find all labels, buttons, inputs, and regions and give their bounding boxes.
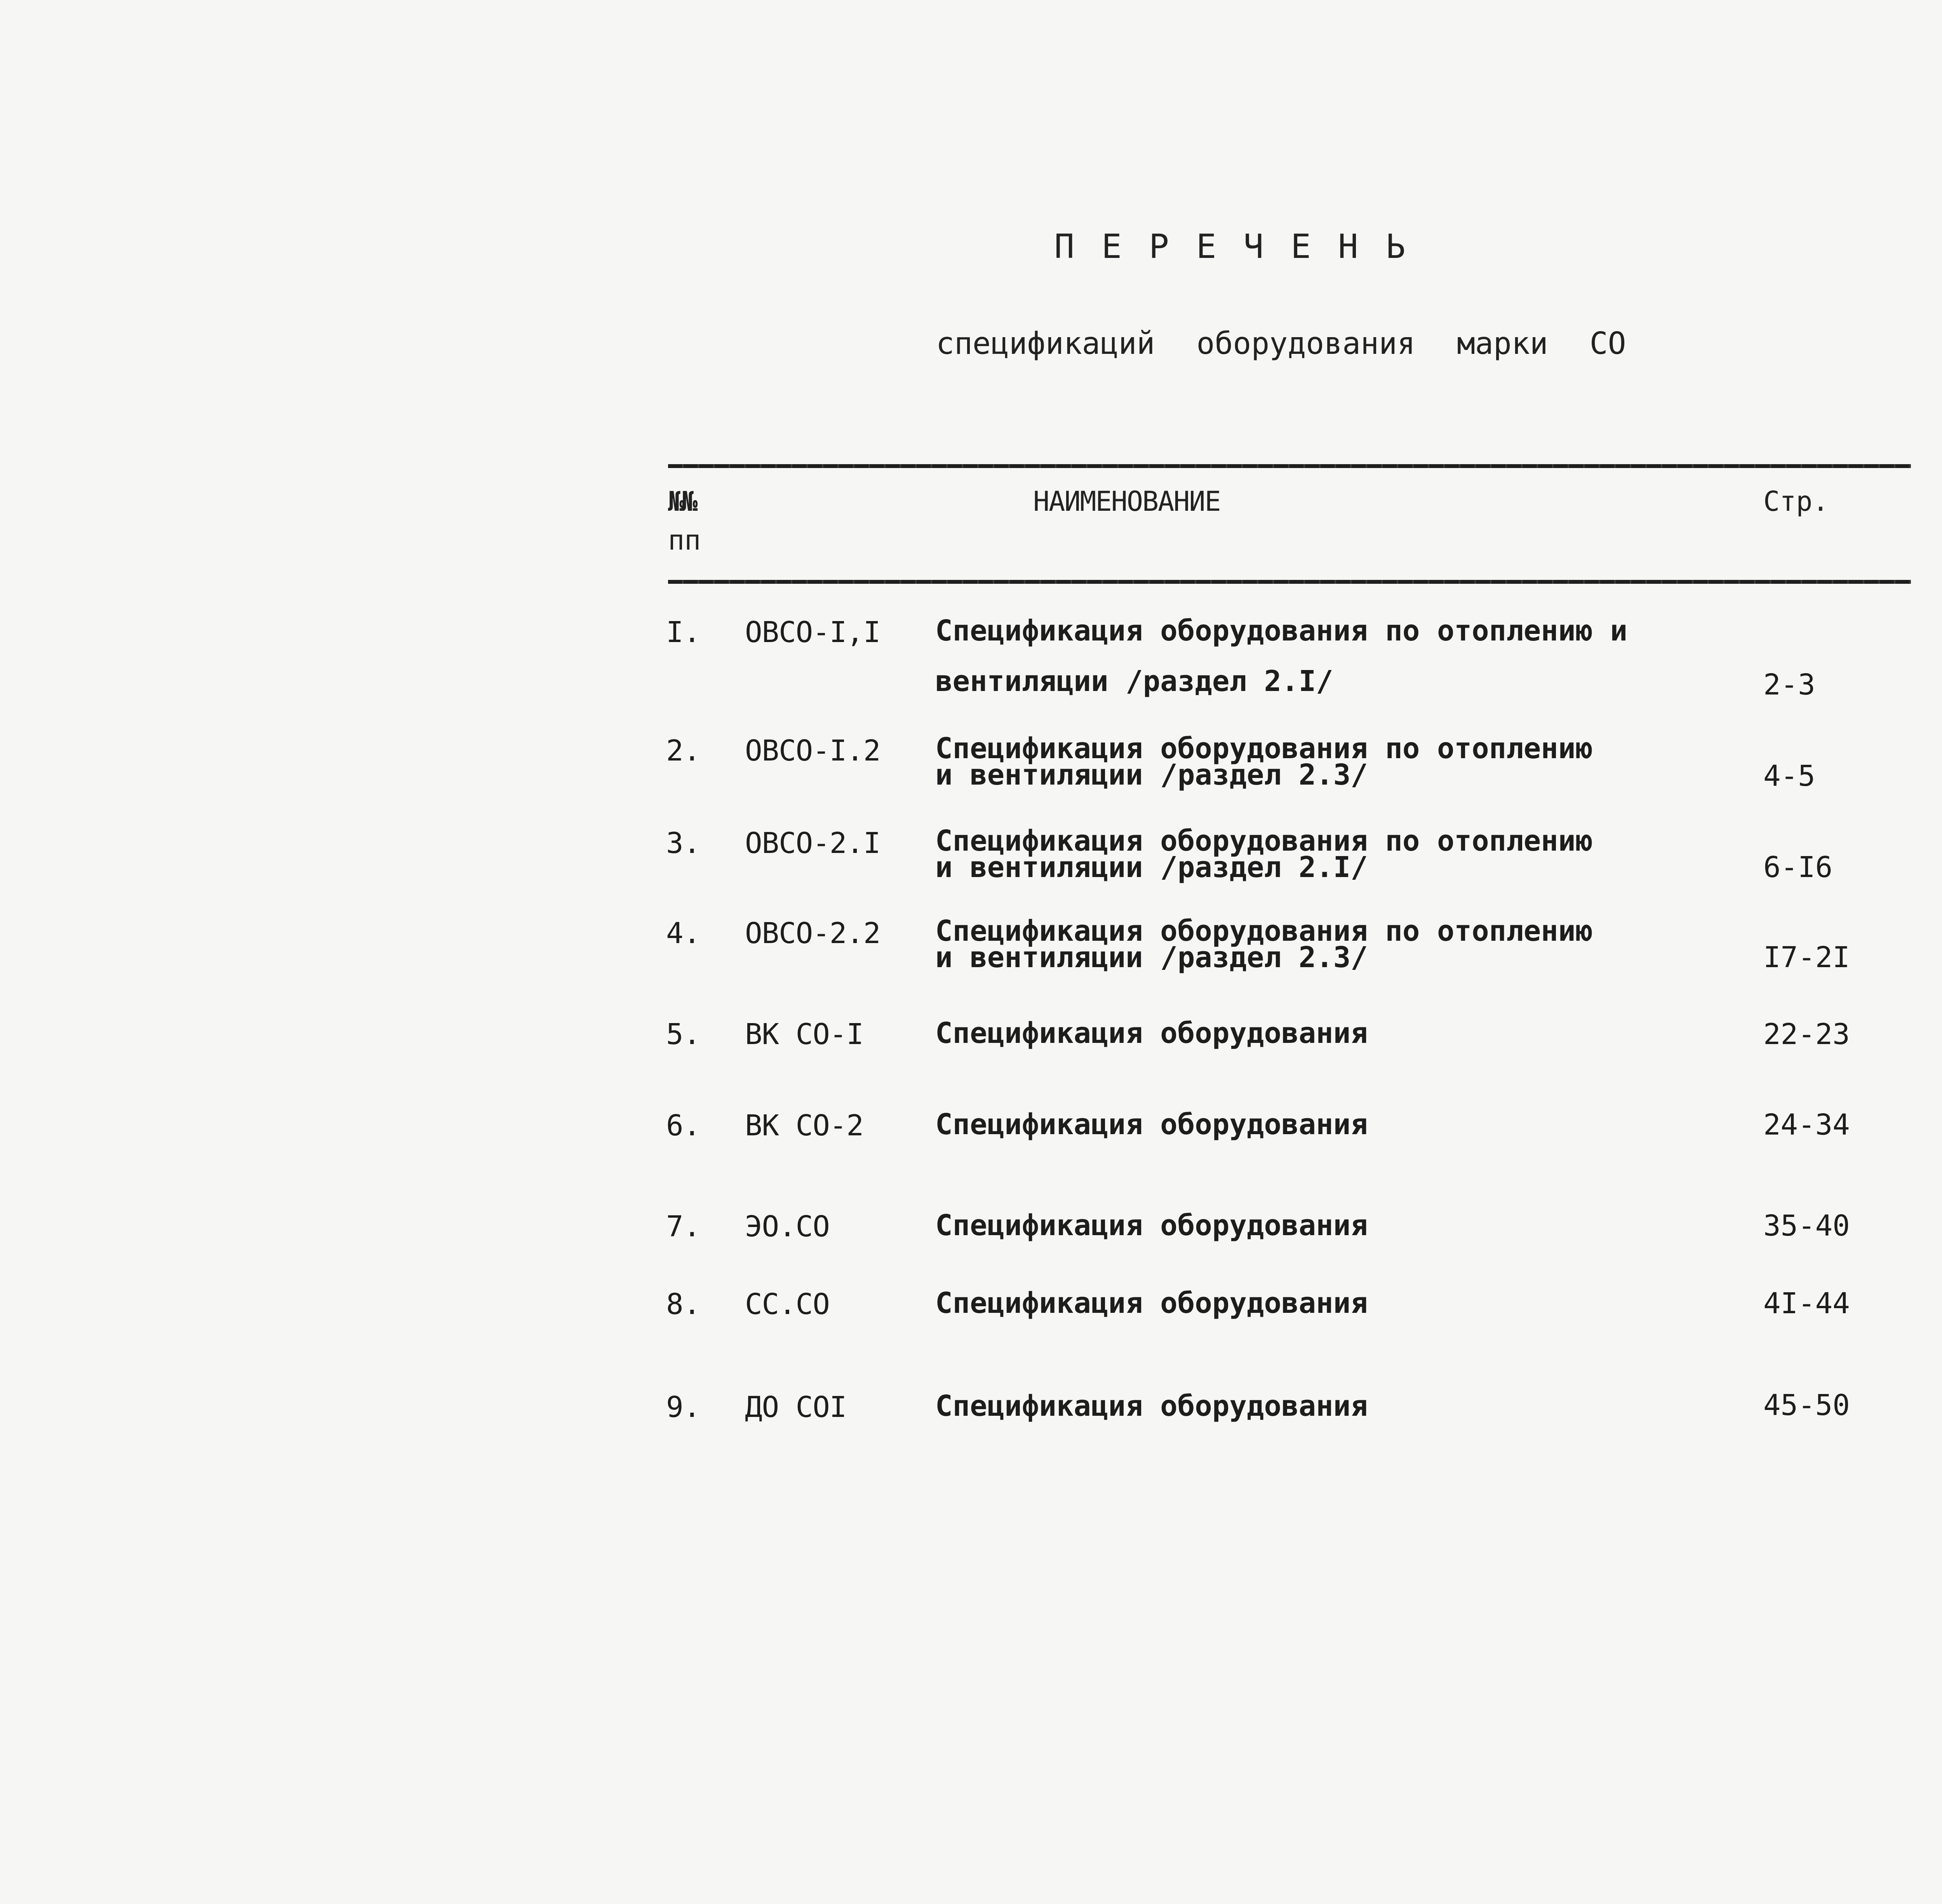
header-number: №№ — [668, 486, 695, 517]
row-number: 3. — [666, 827, 701, 860]
row-description: Спецификация оборудования по отоплению — [935, 824, 1593, 858]
row-description: Спецификация оборудования — [935, 1286, 1368, 1320]
row-number: 6. — [666, 1109, 701, 1142]
header-number-sub: пп — [668, 524, 701, 556]
row-description: Спецификация оборудования — [935, 1016, 1368, 1050]
row-description-line2: вентиляции /раздел 2.I/ — [935, 665, 1333, 698]
row-description: Спецификация оборудования по отоплению и — [935, 614, 1628, 647]
row-pages: 2-3 — [1763, 668, 1815, 701]
row-pages: 4I-44 — [1763, 1287, 1850, 1320]
row-code: ОВСО-I.2 — [745, 734, 881, 768]
row-description-line2: и вентиляции /раздел 2.I/ — [935, 851, 1368, 884]
row-code: ЭО.СО — [745, 1210, 830, 1243]
row-code: ДО СОI — [745, 1391, 847, 1424]
row-description: Спецификация оборудования — [935, 1209, 1368, 1242]
row-pages: 45-50 — [1763, 1389, 1850, 1422]
row-number: 5. — [666, 1018, 701, 1051]
document-subtitle: спецификаций оборудования марки СО — [936, 326, 1626, 361]
row-number: 9. — [666, 1391, 701, 1424]
table-top-rule — [668, 464, 1911, 468]
row-description-line2: и вентиляции /раздел 2.3/ — [935, 758, 1368, 792]
row-pages: 4-5 — [1763, 759, 1815, 793]
row-description: Спецификация оборудования по отоплению — [935, 914, 1593, 948]
row-description: Спецификация оборудования по отоплению — [935, 732, 1593, 765]
row-code: ОВСО-2.2 — [745, 917, 881, 950]
row-number: 8. — [666, 1288, 701, 1321]
row-code: СС.СО — [745, 1288, 830, 1321]
document-title: ПЕРЕЧЕНЬ — [1054, 227, 1433, 266]
header-page: Стр. — [1763, 486, 1829, 517]
row-code: ОВСО-I,I — [745, 616, 881, 649]
row-number: 7. — [666, 1210, 701, 1243]
header-name: НАИМЕНОВАНИЕ — [1033, 486, 1220, 517]
row-pages: 6-I6 — [1763, 851, 1833, 884]
row-description: Спецификация оборудования — [935, 1389, 1368, 1423]
row-code: ВК СО-2 — [745, 1109, 863, 1142]
row-number: 2. — [666, 734, 701, 768]
table-header-rule — [668, 580, 1911, 584]
row-pages: 35-40 — [1763, 1209, 1850, 1243]
row-pages: 24-34 — [1763, 1108, 1850, 1142]
row-code: ОВСО-2.I — [745, 827, 881, 860]
row-description: Спецификация оборудования — [935, 1108, 1368, 1141]
row-description-line2: и вентиляции /раздел 2.3/ — [935, 941, 1368, 974]
row-code: ВК СО-I — [745, 1018, 863, 1051]
row-number: I. — [666, 616, 701, 649]
row-number: 4. — [666, 917, 701, 950]
row-pages: I7-2I — [1763, 941, 1850, 974]
row-pages: 22-23 — [1763, 1018, 1850, 1051]
